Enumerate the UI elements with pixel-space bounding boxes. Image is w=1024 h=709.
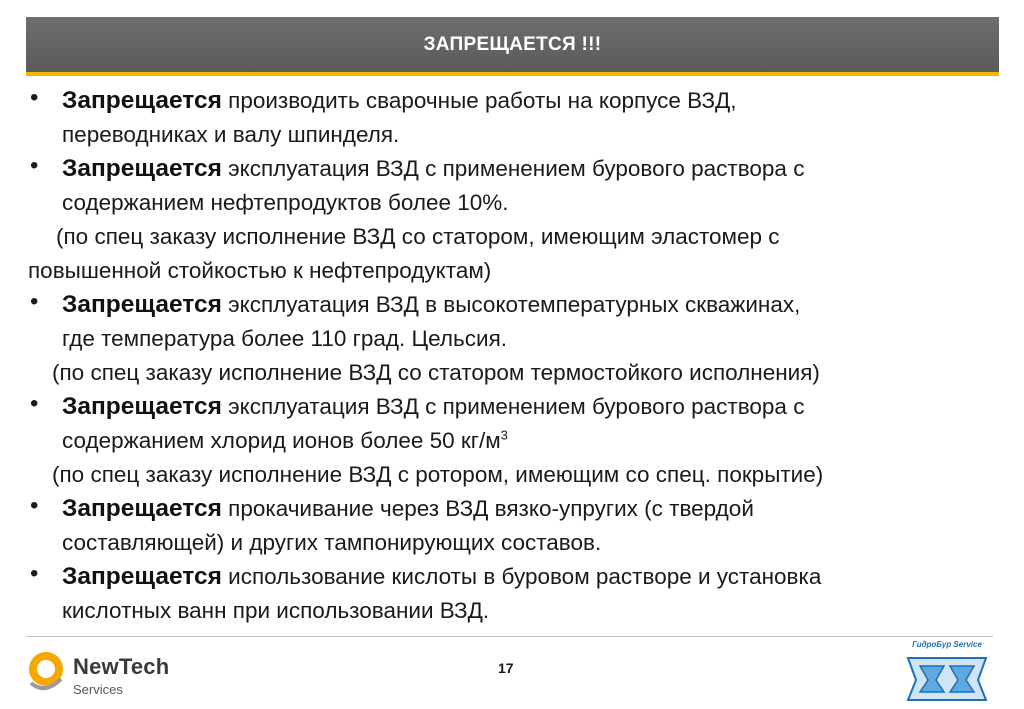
item-continuation-text: содержанием хлорид ионов более 50 кг/м (62, 428, 501, 453)
item-text: использование кислоты в буровом растворе и установка (228, 564, 822, 589)
footer-divider (26, 636, 993, 637)
bullet: • (30, 492, 39, 519)
newtech-logo (25, 645, 185, 703)
item-line (62, 390, 998, 424)
list-item (28, 492, 998, 560)
unit-superscript: 3 (500, 427, 508, 443)
list-item (28, 560, 998, 628)
item-line (62, 288, 998, 322)
brand-name: ГидроБур Service (912, 640, 982, 649)
slide-title: ЗАПРЕЩАЕТСЯ !!! (423, 33, 602, 55)
list-item (28, 288, 998, 356)
item-continuation (62, 424, 998, 458)
item-text: эксплуатация ВЗД с применением бурового раствора с (228, 394, 805, 419)
item-keyword: Запрещается (62, 155, 222, 182)
item-line (62, 152, 998, 186)
item-line (62, 560, 998, 594)
item-continuation: кислотных ванн при использовании ВЗД. (62, 598, 490, 623)
logo-subtitle: Services (73, 682, 123, 697)
bullet: • (30, 390, 39, 417)
item-continuation: где температура более 110 град. Цельсия. (62, 326, 508, 351)
item-continuation: переводниках и валу шпинделя. (62, 122, 400, 147)
item-keyword: Запрещается (62, 563, 222, 590)
item-note: (по спец заказу исполнение ВЗД со статором термостойкого исполнения) (52, 360, 820, 385)
list-item (28, 152, 998, 220)
list-item (28, 390, 998, 458)
page-number: 17 (498, 660, 514, 676)
item-text: эксплуатация ВЗД с применением бурового раствора с (228, 156, 805, 181)
slide-header (26, 17, 999, 76)
item-note: повышенной стойкостью к нефтепродуктам) (28, 258, 492, 283)
prohibitions-list (28, 84, 998, 628)
list-item (28, 84, 998, 152)
bullet: • (30, 288, 39, 315)
item-note: (по спец заказу исполнение ВЗД со статором, имеющим эластомер с (56, 224, 780, 249)
item-text: производить сварочные работы на корпусе ВЗД, (228, 88, 737, 113)
item-line (62, 84, 998, 118)
gidrobur-logo (900, 640, 994, 706)
item-note: (по спец заказу исполнение ВЗД с ротором, имеющим со спец. покрытие) (52, 462, 824, 487)
bullet: • (30, 560, 39, 587)
item-keyword: Запрещается (62, 495, 222, 522)
logo-name: NewTech (73, 654, 170, 679)
item-continuation: содержанием нефтепродуктов более 10%. (62, 190, 509, 215)
item-continuation: составляющей) и других тампонирующих составов. (62, 530, 602, 555)
item-text: прокачивание через ВЗД вязко-упругих (с твердой (228, 496, 754, 521)
item-text: эксплуатация ВЗД в высокотемпературных скважинах, (228, 292, 801, 317)
newtech-logo-icon (25, 649, 71, 695)
item-line (62, 492, 998, 526)
item-keyword: Запрещается (62, 393, 222, 420)
item-keyword: Запрещается (62, 87, 222, 114)
bullet: • (30, 84, 39, 111)
bullet: • (30, 152, 39, 179)
gidrobur-emblem-icon (900, 650, 994, 706)
item-keyword: Запрещается (62, 291, 222, 318)
